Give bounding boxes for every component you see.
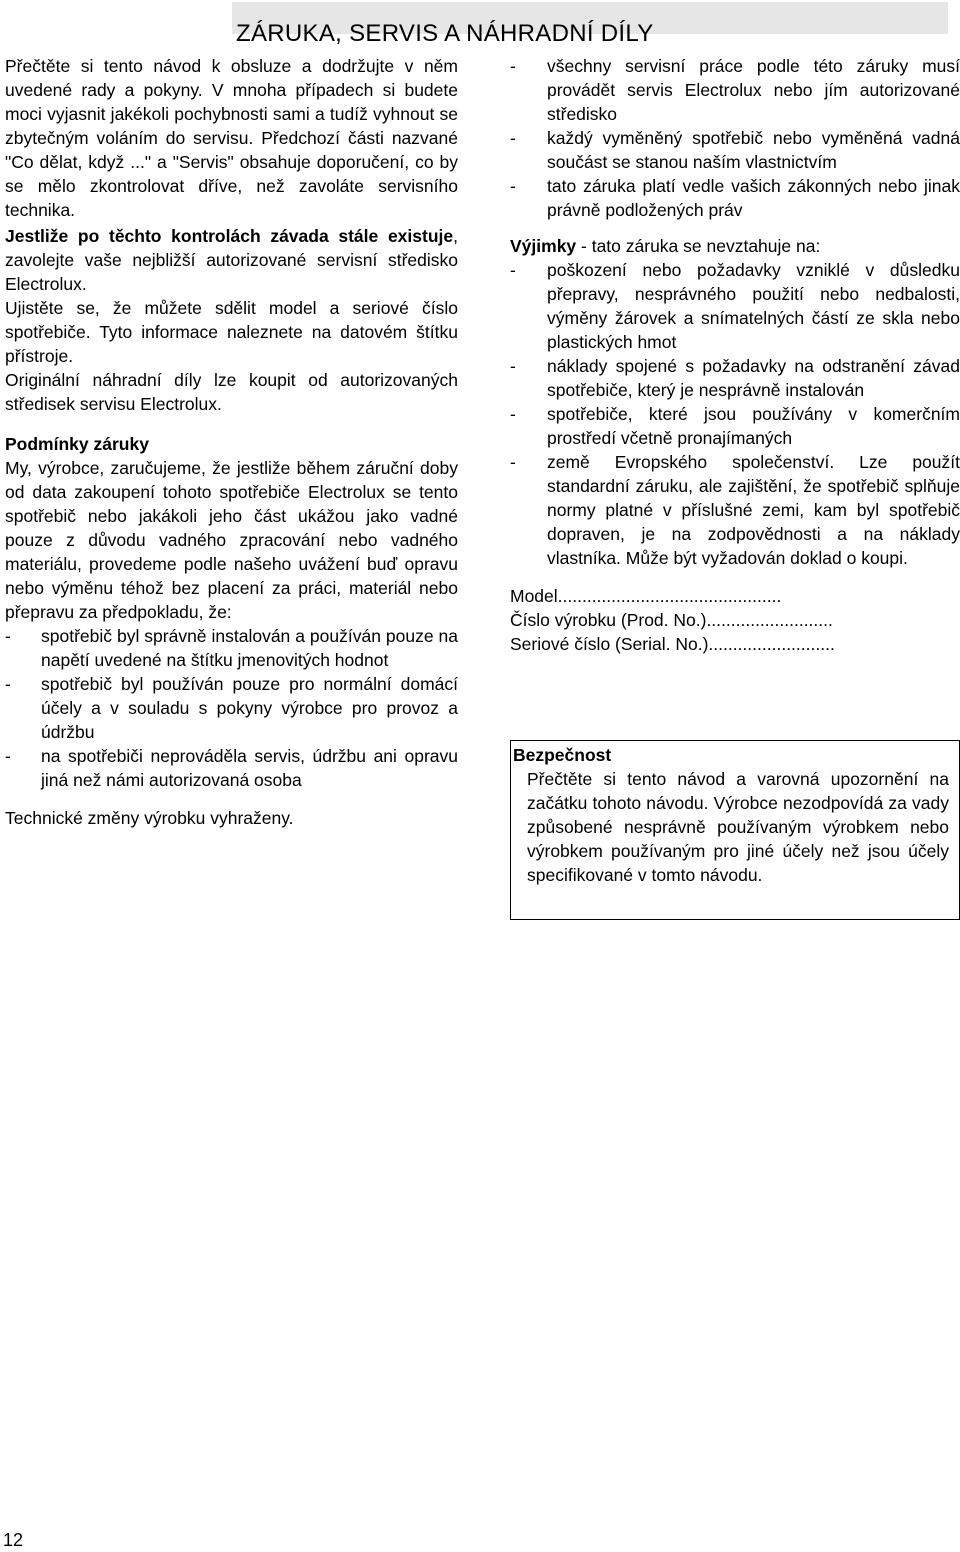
exceptions-heading — [510, 234, 960, 258]
list-item: - náklady spojené s požadavky na odstranění závad spotřebiče, který je nesprávně instalován — [510, 354, 960, 402]
list-item: - na spotřebiči neprováděla servis, údržbu ani opravu jiná než námi autorizovaná osoba — [5, 744, 458, 792]
left-column — [5, 54, 458, 830]
model-field: Model.............................................. — [510, 586, 782, 606]
intro-paragraph: Přečtěte si tento návod k obsluze a dodržujte v něm uvedené rady a pokyny. V mnoha případech si budete moci vyjasnit jakékoli pochybnosti sami a tudíž vyhnout se zbytečným voláním do servisu. Předchozí části nazvané "Co dělat, když ..." a "Servis" obsahuje doporučení, co by se mělo zkontrolovat dříve, než zavoláte servisního technika. — [5, 56, 458, 220]
list-item: - poškození nebo požadavky vzniklé v důsledku přepravy, nesprávného použití nebo nedbalosti, výměny žárovek a snímatelných částí ze skla nebo plastických hmot — [510, 258, 960, 354]
exceptions-bold-text: Výjimky — [510, 236, 577, 256]
safety-box — [510, 740, 960, 920]
page-number: 12 — [3, 1530, 24, 1550]
product-number-field: Číslo výrobku (Prod. No.).......................... — [510, 610, 833, 630]
page-title: ZÁRUKA, SERVIS A NÁHRADNÍ DÍLY — [236, 20, 654, 48]
warranty-terms-list — [510, 54, 960, 222]
fault-bold-text: Jestliže po těchto kontrolách závada stále existuje — [5, 226, 454, 246]
tech-changes-note: Technické změny výrobku vyhraženy. — [5, 808, 294, 828]
fault-text: , zavolejte vaše nejbližší autorizované servisní středisko Electrolux. — [5, 226, 458, 294]
list-item: - tato záruka platí vedle vašich zákonných nebo jinak právně podložených práv — [510, 174, 960, 222]
right-column — [510, 54, 960, 656]
exceptions-list — [510, 258, 960, 570]
header-bar — [232, 2, 948, 48]
list-item: - spotřebič byl používán pouze pro normální domácí účely a v souladu s pokyny výrobce pro provoz a údržbu — [5, 672, 458, 744]
serial-number-field: Seriové číslo (Serial. No.).......................... — [510, 634, 835, 654]
exceptions-text: - tato záruka se nevztahuje na: — [576, 236, 821, 256]
list-item: - země Evropského společenství. Lze použít standardní záruku, ale zajištění, že spotřebič splňuje normy platné v příslušné zemi, kam byl spotřebič dopraven, je na zodpovědnosti a na náklady vlastníka. Může být vyžadován doklad o koupi. — [510, 450, 960, 570]
ensure-paragraph: Ujistěte se, že můžete sdělit model a seriové číslo spotřebiče. Tyto informace naleznete na datovém štítku přístroje. — [5, 298, 458, 366]
safety-text: Přečtěte si tento návod a varovná upozornění na začátku tohoto návodu. Výrobce nezodpovídá za vady způsobené nesprávně používaným výrobkem nebo výrobkem používaným pro jiné účely než jsou účely specifikované v tomto návodu. — [527, 769, 949, 885]
warranty-heading: Podmínky záruky — [5, 434, 149, 454]
fault-paragraph — [5, 224, 458, 296]
list-item: - spotřebič byl správně instalován a používán pouze na napětí uvedené na štítku jmenovitých hodnot — [5, 624, 458, 672]
list-item: - spotřebiče, které jsou používány v komerčním prostředí včetně pronajímaných — [510, 402, 960, 450]
warranty-paragraph: My, výrobce, zaručujeme, že jestliže během záruční doby od data zakoupení tohoto spotřebiče Electrolux se tento spotřebič nebo jakákoli jeho část ukážou jako vadné pouze z důvodu vadného zpracování nebo vadného materiálu, provedeme podle našeho uvážení buď opravu nebo výměnu téhož bez placení za práci, materiál nebo přepravu za předpokladu, že: — [5, 458, 458, 622]
parts-paragraph: Originální náhradní díly lze koupit od autorizovaných středisek servisu Electrolux. — [5, 370, 458, 414]
list-item: - všechny servisní práce podle této záruky musí provádět servis Electrolux nebo jím autorizované středisko — [510, 54, 960, 126]
safety-title: Bezpečnost — [513, 745, 612, 765]
list-item: - každý vyměněný spotřebič nebo vyměněná vadná součást se stanou naším vlastnictvím — [510, 126, 960, 174]
warranty-conditions-list — [5, 624, 458, 792]
